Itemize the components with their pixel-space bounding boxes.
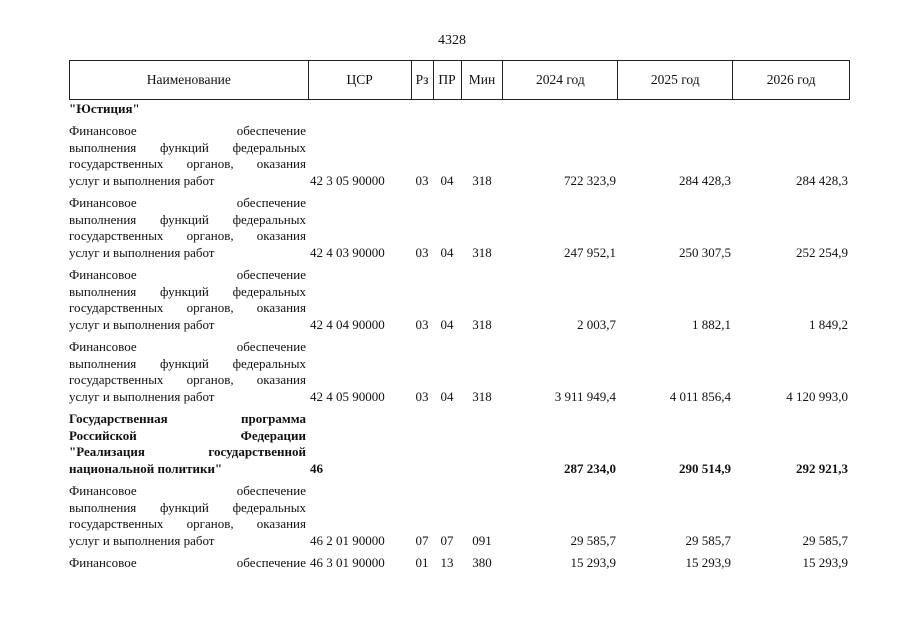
row-name-line: услуг и выполнения работ: [69, 316, 215, 332]
row-name-line: Финансовое обеспечение: [69, 555, 306, 570]
table-row: [69, 555, 850, 572]
row-pr: 04: [440, 244, 454, 260]
row-min: 318: [472, 316, 492, 332]
row-name-line: выполнения функций федеральных: [69, 211, 306, 227]
row-name: [69, 555, 308, 572]
row-name-line: государственных органов, оказания: [69, 516, 306, 531]
row-2026: 4 120 993,0: [786, 388, 848, 404]
col-header-rz: Рз: [412, 61, 434, 99]
row-csr: 42 3 05 90000: [310, 172, 385, 188]
row-2025: 284 428,3: [679, 172, 731, 188]
row-min: 318: [472, 244, 492, 260]
row-name-line: услуг и выполнения работ: [69, 388, 215, 404]
row-name-line: выполнения функций федеральных: [69, 139, 306, 155]
col-header-2026: 2026 год: [733, 61, 850, 99]
row-csr: 42 4 05 90000: [310, 388, 385, 404]
table-row: [69, 411, 850, 477]
row-pr: 07: [440, 532, 454, 548]
continuation-title: "Юстиция": [69, 101, 140, 116]
row-2026: 292 921,3: [796, 460, 848, 476]
row-2025: 4 011 856,4: [669, 388, 731, 404]
row-name-line: услуг и выполнения работ: [69, 532, 215, 548]
row-min: 091: [472, 532, 492, 548]
row-name-line: Финансовое обеспечение: [69, 483, 306, 498]
row-name-line: Финансовое обеспечение: [69, 267, 306, 282]
row-2025: 1 882,1: [692, 316, 731, 332]
col-header-name: Наименование: [70, 61, 309, 99]
row-2024: 2 003,7: [577, 316, 616, 332]
table-row: [69, 123, 850, 189]
row-pr: 13: [440, 555, 454, 570]
row-pr: 04: [440, 172, 454, 188]
row-name-line: "Реализация государственной: [69, 444, 306, 459]
col-header-min: Мин: [462, 61, 504, 99]
row-rz: 03: [415, 172, 429, 188]
row-2024: 29 585,7: [570, 532, 616, 548]
row-pr: 04: [440, 388, 454, 404]
row-name-line: Государственная программа: [69, 411, 306, 426]
row-name-line: выполнения функций федеральных: [69, 283, 306, 299]
row-name-line: выполнения функций федеральных: [69, 355, 306, 371]
col-header-2024: 2024 год: [503, 61, 618, 99]
row-name-line: Финансовое обеспечение: [69, 123, 306, 138]
row-2024: 247 952,1: [564, 244, 616, 260]
row-min: 318: [472, 388, 492, 404]
row-name-line: Российской Федерации: [69, 427, 306, 443]
row-csr: 42 4 04 90000: [310, 316, 385, 332]
row-rz: 01: [415, 555, 429, 570]
row-min: 318: [472, 172, 492, 188]
row-name-line: услуг и выполнения работ: [69, 244, 215, 260]
row-2024: 15 293,9: [570, 555, 616, 570]
row-name: [69, 123, 308, 189]
row-name-line: государственных органов, оказания: [69, 372, 306, 387]
budget-table: [69, 60, 850, 572]
page-number: 4328: [438, 33, 466, 48]
row-2026: 1 849,2: [809, 316, 848, 332]
row-name-line: государственных органов, оказания: [69, 300, 306, 315]
row-name-line: Финансовое обеспечение: [69, 195, 306, 210]
row-2024: 722 323,9: [564, 172, 616, 188]
row-name-line: государственных органов, оказания: [69, 156, 306, 171]
row-name: [69, 195, 308, 261]
row-rz: 03: [415, 316, 429, 332]
table-body: [69, 123, 850, 572]
row-csr: 46 2 01 90000: [310, 532, 385, 548]
row-name: [69, 267, 308, 333]
row-csr: 46 3 01 90000: [310, 555, 385, 570]
row-2024: 3 911 949,4: [554, 388, 616, 404]
table-row: [69, 267, 850, 333]
row-csr: 42 4 03 90000: [310, 244, 385, 260]
row-name: [69, 339, 308, 405]
row-name: [69, 483, 308, 549]
row-2024: 287 234,0: [564, 460, 616, 476]
row-2026: 15 293,9: [802, 555, 848, 570]
row-min: 380: [472, 555, 492, 570]
row-rz: 07: [415, 532, 429, 548]
row-csr: 46: [310, 460, 323, 476]
col-header-pr: ПР: [434, 61, 462, 99]
row-name-line: государственных органов, оказания: [69, 228, 306, 243]
table-row: [69, 195, 850, 261]
row-name-line: Финансовое обеспечение: [69, 339, 306, 354]
row-pr: 04: [440, 316, 454, 332]
row-2025: 250 307,5: [679, 244, 731, 260]
col-header-2025: 2025 год: [618, 61, 733, 99]
row-2026: 284 428,3: [796, 172, 848, 188]
row-2025: 29 585,7: [685, 532, 731, 548]
table-row: [69, 483, 850, 549]
col-header-csr: ЦСР: [309, 61, 412, 99]
row-2026: 252 254,9: [796, 244, 848, 260]
row-name-line: услуг и выполнения работ: [69, 172, 215, 188]
row-name-line: выполнения функций федеральных: [69, 499, 306, 515]
row-rz: 03: [415, 388, 429, 404]
row-2025: 290 514,9: [679, 460, 731, 476]
row-2025: 15 293,9: [685, 555, 731, 570]
row-2026: 29 585,7: [802, 532, 848, 548]
table-header: [69, 60, 850, 100]
row-name: [69, 411, 308, 477]
table-row: [69, 339, 850, 405]
row-name-line: национальной политики": [69, 460, 223, 476]
row-rz: 03: [415, 244, 429, 260]
